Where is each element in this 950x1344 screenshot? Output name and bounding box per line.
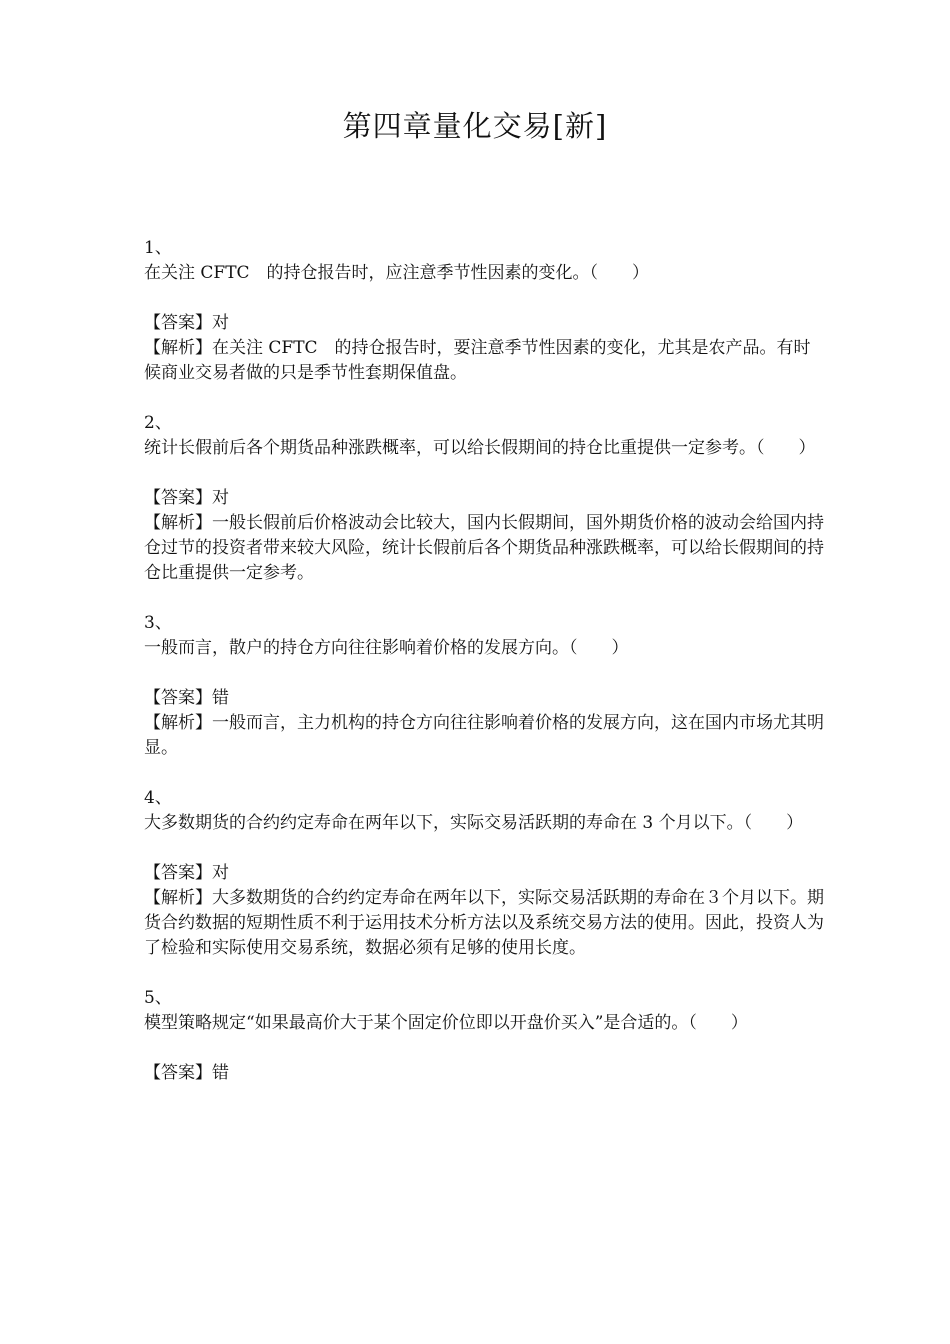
explanation-text: 【解析】在关注 CFTC 的持仓报告时，要注意季节性因素的变化，尤其是农产品。有时候商业交易者做的只是季节性套期保值盘。: [144, 338, 811, 383]
question-item: [144, 986, 824, 1086]
explanation-text: 【解析】大多数期货的合约约定寿命在两年以下，实际交易活跃期的寿命在３个月以下。期货合约数据的短期性质不利于运用技术分析方法以及系统交易方法的使用。因此，投资人为了检验和实际使用交易系统，数据必须有足够的使用长度。: [144, 888, 824, 958]
question-item: [144, 411, 824, 611]
document-title: 第四章量化交易[新]: [342, 109, 608, 143]
question-number: 4、: [144, 788, 172, 808]
question-text: 模型策略规定“如果最高价大于某个固定价位即以开盘价买入”是合适的。（ ）: [144, 1013, 748, 1033]
question-number: 1、: [144, 238, 172, 258]
question-text: 一般而言，散户的持仓方向往往影响着价格的发展方向。（ ）: [144, 638, 629, 658]
explanation-text: 【解析】一般长假前后价格波动会比较大，国内长假期间，国外期货价格的波动会给国内持仓过节的投资者带来较大风险，统计长假前后各个期货品种涨跌概率，可以给长假期间的持仓比重提供一定参考。: [144, 513, 824, 583]
answer-text: 【答案】对: [144, 488, 229, 508]
question-item: [144, 786, 824, 986]
question-number: 2、: [144, 413, 172, 433]
question-text: 大多数期货的合约约定寿命在两年以下，实际交易活跃期的寿命在 3 个月以下。（ ）: [144, 813, 804, 833]
answer-text: 【答案】对: [144, 863, 229, 883]
explanation-text: 【解析】一般而言，主力机构的持仓方向往往影响着价格的发展方向，这在国内市场尤其明显。: [144, 713, 824, 758]
question-number: 3、: [144, 613, 172, 633]
question-text: 统计长假前后各个期货品种涨跌概率，可以给长假期间的持仓比重提供一定参考。（ ）: [144, 438, 816, 458]
question-item: [144, 236, 824, 411]
question-list: [144, 236, 824, 1086]
question-number: 5、: [144, 988, 172, 1008]
answer-text: 【答案】对: [144, 313, 229, 333]
question-text: 在关注 CFTC 的持仓报告时，应注意季节性因素的变化。（ ）: [144, 263, 650, 283]
answer-text: 【答案】错: [144, 1063, 229, 1083]
answer-text: 【答案】错: [144, 688, 229, 708]
question-item: [144, 611, 824, 786]
